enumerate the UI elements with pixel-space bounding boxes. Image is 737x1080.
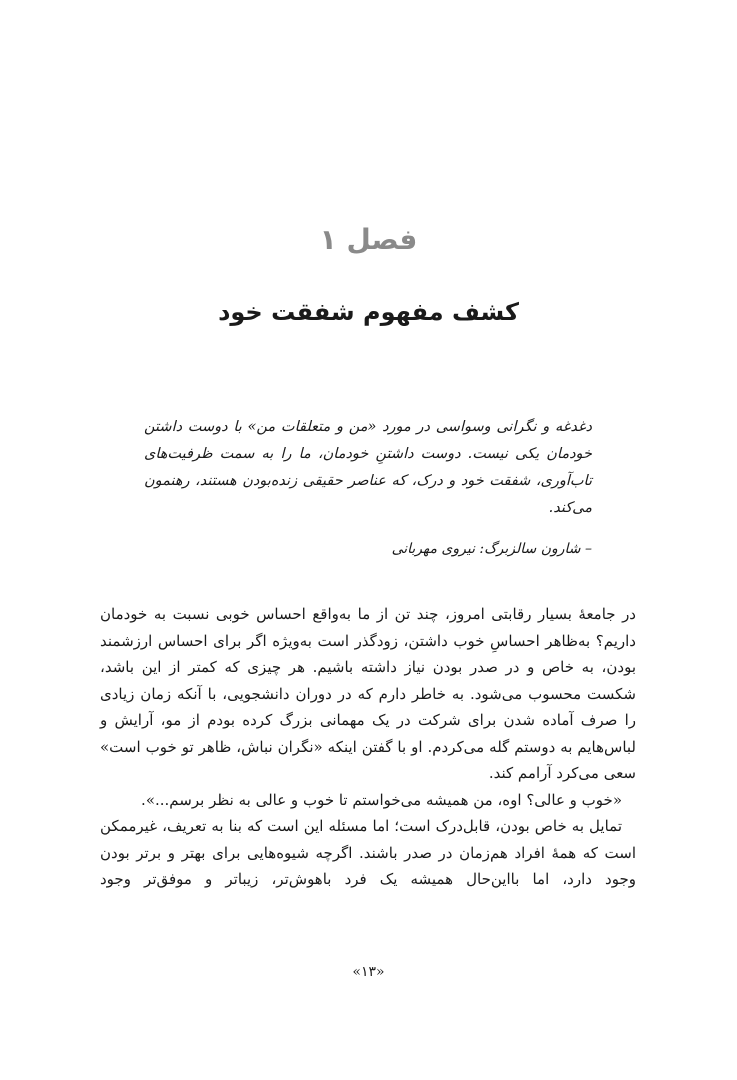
chapter-title: کشف مفهوم شفقت خود: [218, 298, 519, 326]
paragraph: «خوب و عالی؟ اوه، من همیشه می‌خواستم تا خوب و عالی به نظر برسم...».: [141, 790, 622, 809]
epigraph-quote: دغدغه و نگرانی وسواسی در مورد «من و متعلقات من» با دوست داشتن خودمان یکی نیست. دوست داشتنِ خودمان، ما را به سمت ظرفیت‌های تاب‌آوری، شفقت خود و درک، که عناصر حقیقی زنده‌بودن هستند، رهنمون می‌کند.: [144, 419, 592, 516]
paragraph: تمایل به خاص بودن، قابل‌درک است؛ اما مسئله این است که بنا به تعریف، غیرممکن است که همهٔ افراد هم‌زمان در صدر باشند. اگرچه شیوه‌هایی برای بهتر و برتر بودن وجود دارد، اما بااین‌حال همیشه یک فرد باهوش‌تر، زیباتر و موفق‌تر وجود: [100, 817, 636, 888]
page-number: «۱۳»: [352, 964, 385, 980]
body-text: [100, 601, 636, 893]
epigraph-source: – شارون سالزبرگ: نیروی مهربانی: [391, 541, 592, 557]
chapter-number: فصل ۱: [319, 223, 418, 256]
paragraph: در جامعهٔ بسیار رقابتی امروز، چند تن از ما به‌واقع احساس خوبی نسبت به خودمان داریم؟ به‌ظاهر احساسِ خوب داشتن، زودگذر است به‌ویژه اگر برای احساس ارزشمند بودن، به خاص و در صدر بودن نیاز داشته باشیم. هر چیزی که کمتر از این باشد، شکست محسوب می‌شود. به خاطر دارم که در دوران دانشجویی، با آنکه زمان زیادی را صرف آماده شدن برای شرکت در یک مهمانی بزرگ کرده بودم از مو، آرایش و لباس‌هایم به دوستم گله می‌کردم. او با گفتن اینکه «نگران نباش، ظاهر تو خوب است» سعی می‌کرد آرامم کند.: [100, 605, 636, 782]
